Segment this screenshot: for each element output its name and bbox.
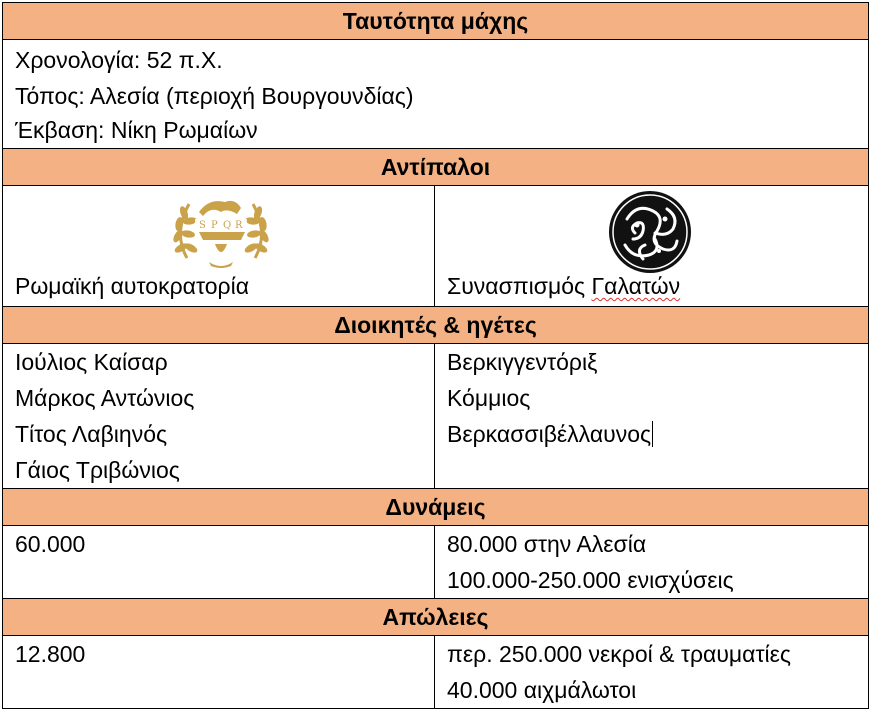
outcome-line: Έκβαση: Νίκη Ρωμαίων — [15, 117, 258, 143]
svg-text:P: P — [211, 220, 218, 231]
strength-header[interactable]: Δυνάμεις — [3, 489, 869, 526]
identity-cell[interactable] — [3, 40, 869, 149]
strength-gauls-line-1: 80.000 στην Αλεσία — [447, 531, 647, 557]
casualties-gauls-cell[interactable] — [435, 636, 869, 709]
casualties-gauls-line-2: 40.000 αιχμάλωτοι — [447, 677, 637, 703]
commander-rome-2: Μάρκος Αντώνιος — [15, 385, 195, 411]
celtic-knot-emblem-icon — [607, 189, 693, 275]
svg-text:Q: Q — [223, 220, 232, 231]
commander-gauls-3 — [447, 416, 856, 452]
spellcheck-underlined-word[interactable]: Γαλατών — [591, 273, 681, 299]
belligerent-gauls-cell[interactable] — [435, 186, 869, 307]
date-line: Χρονολογία: 52 π.Χ. — [15, 47, 223, 73]
casualties-gauls-line-1: περ. 250.000 νεκροί & τραυματίες — [447, 641, 792, 667]
battle-infobox-table — [2, 2, 869, 709]
belligerent-rome-cell[interactable] — [3, 186, 435, 307]
spqr-laurel-emblem-icon — [169, 190, 273, 270]
strength-gauls-line-2: 100.000-250.000 ενισχύσεις — [447, 567, 734, 593]
place-line: Τόπος: Αλεσία (περιοχή Βουργουνδίας) — [15, 83, 414, 109]
casualties-header[interactable]: Απώλειες — [3, 599, 869, 636]
belligerents-header[interactable]: Αντίπαλοι — [3, 149, 869, 186]
commander-gauls-2: Κόμμιος — [447, 385, 531, 411]
commander-rome-3: Τίτος Λαβιηνός — [15, 421, 168, 447]
belligerent-rome-name: Ρωμαϊκή αυτοκρατορία — [15, 273, 249, 299]
svg-text:R: R — [235, 220, 243, 231]
commanders-rome-cell[interactable] — [3, 344, 435, 489]
commander-gauls-3-text: Βερκασσιβέλλαυνος — [447, 421, 652, 447]
identity-header[interactable]: Ταυτότητα μάχης — [3, 3, 869, 40]
commanders-header[interactable]: Διοικητές & ηγέτες — [3, 307, 869, 344]
casualties-rome-value: 12.800 — [15, 641, 86, 667]
belligerent-gauls-name-prefix: Συνασπισμός — [447, 273, 592, 299]
casualties-rome-cell[interactable] — [3, 636, 435, 709]
commander-gauls-1: Βερκιγγεντόριξ — [447, 349, 598, 375]
strength-gauls-cell[interactable] — [435, 526, 869, 599]
strength-rome-value: 60.000 — [15, 531, 86, 557]
strength-rome-cell[interactable] — [3, 526, 435, 599]
commander-rome-1: Ιούλιος Καίσαρ — [15, 349, 168, 375]
commanders-gauls-cell[interactable] — [435, 344, 869, 489]
svg-text:S: S — [199, 220, 206, 231]
belligerent-gauls-name — [447, 268, 680, 304]
text-cursor — [652, 421, 653, 447]
commander-rome-4: Γάιος Τριβώνιος — [15, 457, 180, 483]
